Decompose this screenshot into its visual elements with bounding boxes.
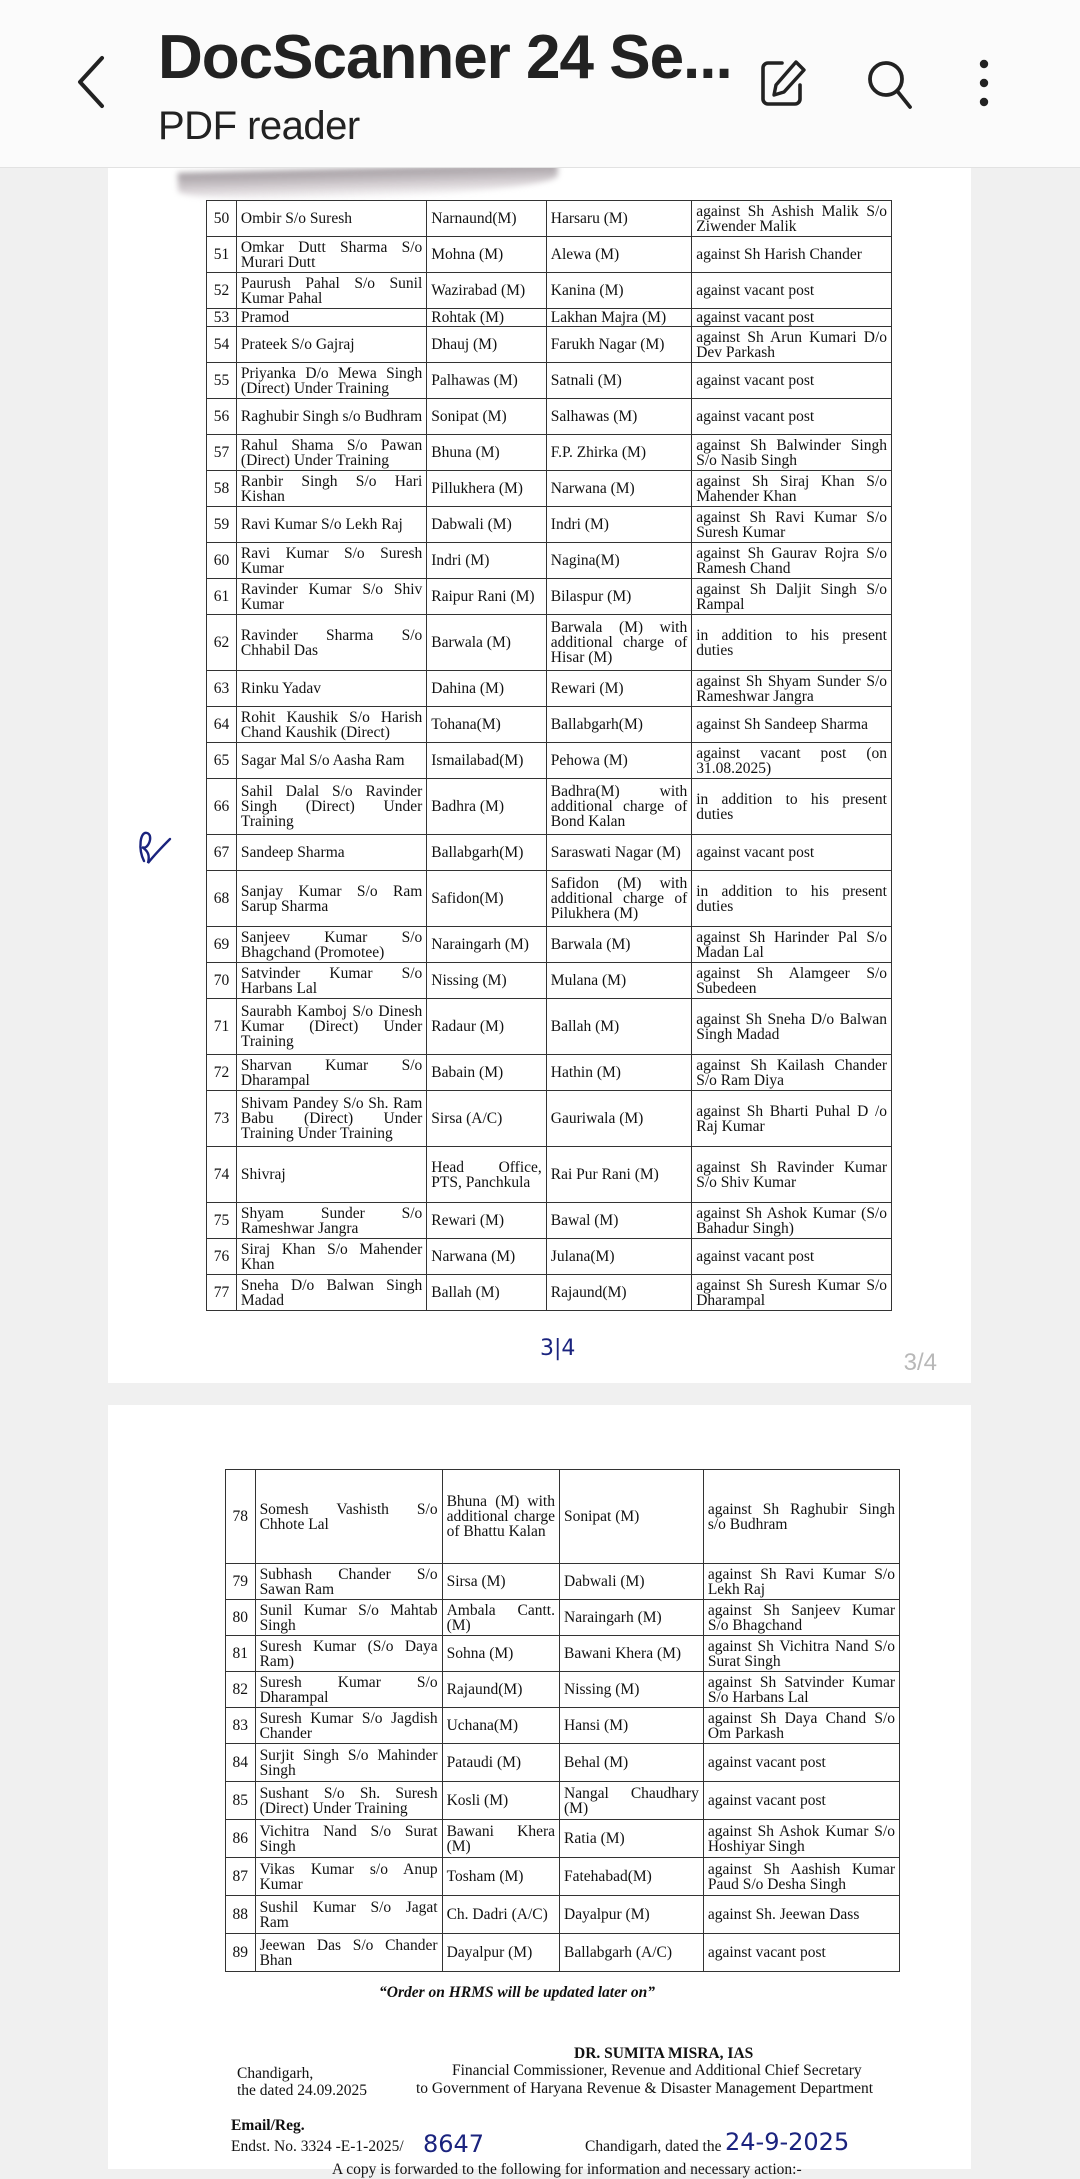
serial-number-cell: 81 [226, 1636, 256, 1672]
remarks-cell: against Sh Alamgeer S/o Subedeen [692, 963, 892, 999]
remarks-cell: against Sh Aashish Kumar Paud S/o Desha Singh [703, 1858, 899, 1896]
posted-from-cell: Rewari (M) [427, 1203, 547, 1239]
transfer-table-page-3 [206, 200, 892, 1311]
serial-number-cell: 70 [207, 963, 237, 999]
posted-from-cell: Tohana(M) [427, 707, 547, 743]
more-options-icon[interactable] [956, 55, 1012, 111]
table-row [207, 201, 892, 237]
posted-to-cell: Sonipat (M) [560, 1470, 704, 1564]
remarks-cell: against Sh Sneha D/o Balwan Singh Madad [692, 999, 892, 1055]
transfer-table-page-4 [225, 1469, 900, 1972]
employee-name-cell: Sneha D/o Balwan Singh Madad [236, 1275, 426, 1311]
remarks-cell: against Sh Daya Chand S/o Om Parkash [703, 1708, 899, 1744]
posted-to-cell: Nissing (M) [560, 1672, 704, 1708]
table-row [207, 471, 892, 507]
posted-to-cell: Harsaru (M) [546, 201, 691, 237]
serial-number-cell: 73 [207, 1091, 237, 1147]
employee-name-cell: Somesh Vashisth S/o Chhote Lal [255, 1470, 442, 1564]
posted-to-cell: Ballabgarh (A/C) [560, 1934, 704, 1972]
posted-from-cell: Bawani Khera (M) [442, 1820, 559, 1858]
table-row [207, 237, 892, 273]
serial-number-cell: 61 [207, 579, 237, 615]
employee-name-cell: Prateek S/o Gajraj [236, 327, 426, 363]
table-row [207, 435, 892, 471]
employee-name-cell: Vikas Kumar s/o Anup Kumar [255, 1858, 442, 1896]
posted-from-cell: Palhawas (M) [427, 363, 547, 399]
table-row [207, 507, 892, 543]
posted-from-cell: Sonipat (M) [427, 399, 547, 435]
posted-from-cell: Bhuna (M) [427, 435, 547, 471]
remarks-cell: against Sh Satvinder Kumar S/o Harbans Lal [703, 1672, 899, 1708]
posted-to-cell: Naraingarh (M) [560, 1600, 704, 1636]
table-row [207, 309, 892, 327]
remarks-cell: against Sh Harinder Pal S/o Madan Lal [692, 927, 892, 963]
posted-from-cell: Rohtak (M) [427, 309, 547, 327]
employee-name-cell: Ravinder Kumar S/o Shiv Kumar [236, 579, 426, 615]
employee-name-cell: Suresh Kumar (S/o Daya Ram) [255, 1636, 442, 1672]
table-row [207, 273, 892, 309]
employee-name-cell: Raghubir Singh s/o Budhram [236, 399, 426, 435]
endst-number: Endst. No. 3324 -E-1-2025/ [231, 2138, 404, 2155]
posted-to-cell: Satnali (M) [546, 363, 691, 399]
remarks-cell: against Sh Shyam Sunder S/o Rameshwar Jangra [692, 671, 892, 707]
posted-from-cell: Pillukhera (M) [427, 471, 547, 507]
remarks-cell: against vacant post [692, 835, 892, 871]
posted-to-cell: Bawal (M) [546, 1203, 691, 1239]
posted-from-cell: Dayalpur (M) [442, 1934, 559, 1972]
remarks-cell: against Sh Ashok Kumar S/o Hoshiyar Singh [703, 1820, 899, 1858]
table-row [207, 1275, 892, 1311]
table-row [207, 743, 892, 779]
posted-from-cell: Barwala (M) [427, 615, 547, 671]
serial-number-cell: 69 [207, 927, 237, 963]
employee-name-cell: Surjit Singh S/o Mahinder Singh [255, 1744, 442, 1782]
posted-from-cell: Ambala Cantt. (M) [442, 1600, 559, 1636]
posted-from-cell: Tosham (M) [442, 1858, 559, 1896]
posted-to-cell: Ballah (M) [546, 999, 691, 1055]
employee-name-cell: Suresh Kumar S/o Jagdish Chander [255, 1708, 442, 1744]
serial-number-cell: 77 [207, 1275, 237, 1311]
table-row [207, 671, 892, 707]
posted-to-cell: Behal (M) [560, 1744, 704, 1782]
serial-number-cell: 65 [207, 743, 237, 779]
posted-to-cell: Badhra(M) with additional charge of Bond Kalan [546, 779, 691, 835]
posted-from-cell: Mohna (M) [427, 237, 547, 273]
email-reg: Email/Reg. [231, 2117, 305, 2134]
serial-number-cell: 62 [207, 615, 237, 671]
employee-name-cell: Ravi Kumar S/o Lekh Raj [236, 507, 426, 543]
posted-from-cell: Head Office, PTS, Panchkula [427, 1147, 547, 1203]
posted-from-cell: Dhauj (M) [427, 327, 547, 363]
serial-number-cell: 79 [226, 1564, 256, 1600]
table-row [207, 543, 892, 579]
search-icon[interactable] [862, 55, 918, 111]
employee-name-cell: Siraj Khan S/o Mahender Khan [236, 1239, 426, 1275]
place: Chandigarh, [237, 2065, 314, 2082]
employee-name-cell: Ravi Kumar S/o Suresh Kumar [236, 543, 426, 579]
posted-to-cell: Saraswati Nagar (M) [546, 835, 691, 871]
handwritten-initial-mark [134, 825, 174, 869]
posted-to-cell: Hathin (M) [546, 1055, 691, 1091]
posted-to-cell: Rewari (M) [546, 671, 691, 707]
serial-number-cell: 87 [226, 1858, 256, 1896]
employee-name-cell: Shivam Pandey S/o Sh. Ram Babu (Direct) Under Training Under Training [236, 1091, 426, 1147]
posted-to-cell: Salhawas (M) [546, 399, 691, 435]
posted-from-cell: Pataudi (M) [442, 1744, 559, 1782]
remarks-cell: against vacant post [703, 1744, 899, 1782]
posted-from-cell: Bhuna (M) with additional charge of Bhattu Kalan [442, 1470, 559, 1564]
employee-name-cell: Subhash Chander S/o Sawan Ram [255, 1564, 442, 1600]
serial-number-cell: 51 [207, 237, 237, 273]
posted-to-cell: Kanina (M) [546, 273, 691, 309]
table-row [226, 1896, 900, 1934]
posted-from-cell: Badhra (M) [427, 779, 547, 835]
posted-from-cell: Ballah (M) [427, 1275, 547, 1311]
serial-number-cell: 63 [207, 671, 237, 707]
serial-number-cell: 66 [207, 779, 237, 835]
employee-name-cell: Jeewan Das S/o Chander Bhan [255, 1934, 442, 1972]
serial-number-cell: 52 [207, 273, 237, 309]
remarks-cell: against Sh Bharti Puhal D /o Raj Kumar [692, 1091, 892, 1147]
table-row [207, 1055, 892, 1091]
posted-from-cell: Sirsa (A/C) [427, 1091, 547, 1147]
posted-from-cell: Sirsa (M) [442, 1564, 559, 1600]
posted-to-cell: Dayalpur (M) [560, 1896, 704, 1934]
posted-from-cell: Kosli (M) [442, 1782, 559, 1820]
remarks-cell: against Sh Ravinder Kumar S/o Shiv Kumar [692, 1147, 892, 1203]
scan-shadow [178, 163, 559, 203]
posted-to-cell: Alewa (M) [546, 237, 691, 273]
remarks-cell: against vacant post [692, 363, 892, 399]
posted-from-cell: Sohna (M) [442, 1636, 559, 1672]
remarks-cell: against vacant post [692, 309, 892, 327]
employee-name-cell: Sushil Kumar S/o Jagat Ram [255, 1896, 442, 1934]
remarks-cell: against Sh Balwinder Singh S/o Nasib Singh [692, 435, 892, 471]
serial-number-cell: 71 [207, 999, 237, 1055]
posted-from-cell: Safidon(M) [427, 871, 547, 927]
serial-number-cell: 72 [207, 1055, 237, 1091]
serial-number-cell: 76 [207, 1239, 237, 1275]
serial-number-cell: 84 [226, 1744, 256, 1782]
posted-to-cell: Hansi (M) [560, 1708, 704, 1744]
remarks-cell: against Sh Kailash Chander S/o Ram Diya [692, 1055, 892, 1091]
table-row [207, 707, 892, 743]
table-row [207, 927, 892, 963]
remarks-cell: against Sh. Jeewan Dass [703, 1896, 899, 1934]
serial-number-cell: 68 [207, 871, 237, 927]
pdf-page-3[interactable] [108, 168, 971, 1383]
posted-to-cell: F.P. Zhirka (M) [546, 435, 691, 471]
remarks-cell: against Sh Gaurav Rojra S/o Ramesh Chand [692, 543, 892, 579]
posted-from-cell: Ismailabad(M) [427, 743, 547, 779]
app-toolbar [0, 0, 1080, 168]
employee-name-cell: Shivraj [236, 1147, 426, 1203]
posted-to-cell: Fatehabad(M) [560, 1858, 704, 1896]
posted-from-cell: Uchana(M) [442, 1708, 559, 1744]
table-row [207, 779, 892, 835]
serial-number-cell: 58 [207, 471, 237, 507]
serial-number-cell: 75 [207, 1203, 237, 1239]
posted-from-cell: Narwana (M) [427, 1239, 547, 1275]
employee-name-cell: Rohit Kaushik S/o Harish Chand Kaushik (Direct) [236, 707, 426, 743]
table-row [207, 579, 892, 615]
table-row [226, 1934, 900, 1972]
serial-number-cell: 57 [207, 435, 237, 471]
employee-name-cell: Sharvan Kumar S/o Dharampal [236, 1055, 426, 1091]
page-indicator: 3/4 [903, 1349, 937, 1376]
table-row [207, 871, 892, 927]
table-row [207, 999, 892, 1055]
employee-name-cell: Ombir S/o Suresh [236, 201, 426, 237]
remarks-cell: against Sh Harish Chander [692, 237, 892, 273]
employee-name-cell: Ravinder Sharma S/o Chhabil Das [236, 615, 426, 671]
remarks-cell: against Sh Ravi Kumar S/o Suresh Kumar [692, 507, 892, 543]
signatory-designation-line2: to Government of Haryana Revenue & Disaster Management Department [416, 2080, 874, 2097]
table-row [226, 1672, 900, 1708]
posted-to-cell: Farukh Nagar (M) [546, 327, 691, 363]
posted-from-cell: Narnaund(M) [427, 201, 547, 237]
remarks-cell: against vacant post [692, 399, 892, 435]
serial-number-cell: 67 [207, 835, 237, 871]
table-row [207, 615, 892, 671]
table-row [207, 1091, 892, 1147]
remarks-cell: in addition to his present duties [692, 779, 892, 835]
remarks-cell: against Sh Ashok Kumar (S/o Bahadur Singh) [692, 1203, 892, 1239]
remarks-cell: against Sh Sandeep Sharma [692, 707, 892, 743]
remarks-cell: against Sh Ashish Malik S/o Ziwender Malik [692, 201, 892, 237]
copy-forward-line: A copy is forwarded to the following for information and necessary action:- [332, 2161, 802, 2178]
serial-number-cell: 59 [207, 507, 237, 543]
posted-to-cell: Nagina(M) [546, 543, 691, 579]
posted-to-cell: Narwana (M) [546, 471, 691, 507]
employee-name-cell: Sagar Mal S/o Aasha Ram [236, 743, 426, 779]
employee-name-cell: Omkar Dutt Sharma S/o Murari Dutt [236, 237, 426, 273]
signatory-name: DR. SUMITA MISRA, IAS [574, 2045, 754, 2062]
posted-to-cell: Lakhan Majra (M) [546, 309, 691, 327]
remarks-cell: against vacant post [703, 1934, 899, 1972]
employee-name-cell: Sunil Kumar S/o Mahtab Singh [255, 1600, 442, 1636]
posted-from-cell: Indri (M) [427, 543, 547, 579]
posted-to-cell: Pehowa (M) [546, 743, 691, 779]
employee-name-cell: Sanjay Kumar S/o Ram Sarup Sharma [236, 871, 426, 927]
serial-number-cell: 89 [226, 1934, 256, 1972]
posted-to-cell: Nangal Chaudhary (M) [560, 1782, 704, 1820]
posted-from-cell: Dabwali (M) [427, 507, 547, 543]
remarks-cell: against Sh Raghubir Singh s/o Budhram [703, 1470, 899, 1564]
remarks-cell: against vacant post (on 31.08.2025) [692, 743, 892, 779]
serial-number-cell: 56 [207, 399, 237, 435]
table-row [226, 1782, 900, 1820]
endst-place-date: Chandigarh, dated the [585, 2138, 722, 2155]
serial-number-cell: 86 [226, 1820, 256, 1858]
table-row [226, 1858, 900, 1896]
remarks-cell: in addition to his present duties [692, 871, 892, 927]
posted-from-cell: Nissing (M) [427, 963, 547, 999]
edit-icon[interactable] [756, 55, 812, 111]
pdf-page-4[interactable] [108, 1405, 971, 2178]
table-row [207, 363, 892, 399]
posted-to-cell: Mulana (M) [546, 963, 691, 999]
serial-number-cell: 83 [226, 1708, 256, 1744]
remarks-cell: against Sh Siraj Khan S/o Mahender Khan [692, 471, 892, 507]
handwritten-endst-date: 24-9-2025 [725, 2128, 850, 2156]
serial-number-cell: 74 [207, 1147, 237, 1203]
posted-from-cell: Babain (M) [427, 1055, 547, 1091]
serial-number-cell: 85 [226, 1782, 256, 1820]
employee-name-cell: Sandeep Sharma [236, 835, 426, 871]
table-row [207, 963, 892, 999]
remarks-cell: against Sh Ravi Kumar S/o Lekh Raj [703, 1564, 899, 1600]
serial-number-cell: 60 [207, 543, 237, 579]
posted-from-cell: Ch. Dadri (A/C) [442, 1896, 559, 1934]
posted-to-cell: Dabwali (M) [560, 1564, 704, 1600]
table-row [226, 1744, 900, 1782]
remarks-cell: against Sh Sanjeev Kumar S/o Bhagchand [703, 1600, 899, 1636]
hrms-note: “Order on HRMS will be updated later on” [379, 1984, 656, 2001]
employee-name-cell: Rahul Shama S/o Pawan (Direct) Under Training [236, 435, 426, 471]
table-row [226, 1600, 900, 1636]
handwritten-page-number: 3|4 [540, 1336, 576, 1361]
back-icon[interactable] [70, 52, 114, 112]
serial-number-cell: 54 [207, 327, 237, 363]
employee-name-cell: Saurabh Kamboj S/o Dinesh Kumar (Direct) Under Training [236, 999, 426, 1055]
posted-from-cell: Ballabgarh(M) [427, 835, 547, 871]
serial-number-cell: 64 [207, 707, 237, 743]
posted-to-cell: Indri (M) [546, 507, 691, 543]
employee-name-cell: Priyanka D/o Mewa Singh (Direct) Under Training [236, 363, 426, 399]
table-row [226, 1470, 900, 1564]
table-row [207, 1239, 892, 1275]
remarks-cell: against vacant post [703, 1782, 899, 1820]
serial-number-cell: 55 [207, 363, 237, 399]
posted-to-cell: Ratia (M) [560, 1820, 704, 1858]
posted-from-cell: Radaur (M) [427, 999, 547, 1055]
dated: the dated 24.09.2025 [237, 2082, 368, 2099]
serial-number-cell: 78 [226, 1470, 256, 1564]
table-row [226, 1820, 900, 1858]
employee-name-cell: Shyam Sunder S/o Rameshwar Jangra [236, 1203, 426, 1239]
posted-from-cell: Naraingarh (M) [427, 927, 547, 963]
remarks-cell: against Sh Daljit Singh S/o Rampal [692, 579, 892, 615]
posted-from-cell: Dahina (M) [427, 671, 547, 707]
employee-name-cell: Sahil Dalal S/o Ravinder Singh (Direct) Under Training [236, 779, 426, 835]
remarks-cell: against Sh Vichitra Nand S/o Surat Singh [703, 1636, 899, 1672]
serial-number-cell: 82 [226, 1672, 256, 1708]
document-subtitle: PDF reader [158, 104, 360, 148]
serial-number-cell: 80 [226, 1600, 256, 1636]
posted-to-cell: Barwala (M) [546, 927, 691, 963]
remarks-cell: in addition to his present duties [692, 615, 892, 671]
employee-name-cell: Sushant S/o Sh. Suresh (Direct) Under Training [255, 1782, 442, 1820]
posted-to-cell: Rajaund(M) [546, 1275, 691, 1311]
table-row [207, 399, 892, 435]
posted-to-cell: Bawani Khera (M) [560, 1636, 704, 1672]
table-row [226, 1708, 900, 1744]
table-row [207, 835, 892, 871]
remarks-cell: against vacant post [692, 273, 892, 309]
signatory-designation-line1: Financial Commissioner, Revenue and Additional Chief Secretary [452, 2062, 862, 2079]
employee-name-cell: Vichitra Nand S/o Surat Singh [255, 1820, 442, 1858]
table-row [226, 1636, 900, 1672]
posted-to-cell: Julana(M) [546, 1239, 691, 1275]
posted-from-cell: Raipur Rani (M) [427, 579, 547, 615]
document-title: DocScanner 24 Se... [158, 23, 732, 92]
posted-to-cell: Barwala (M) with additional charge of Hisar (M) [546, 615, 691, 671]
serial-number-cell: 50 [207, 201, 237, 237]
table-row [207, 327, 892, 363]
serial-number-cell: 53 [207, 309, 237, 327]
handwritten-endst-number: 8647 [423, 2130, 485, 2158]
table-row [207, 1147, 892, 1203]
posted-from-cell: Rajaund(M) [442, 1672, 559, 1708]
table-row [207, 1203, 892, 1239]
employee-name-cell: Pramod [236, 309, 426, 327]
remarks-cell: against Sh Arun Kumari D/o Dev Parkash [692, 327, 892, 363]
posted-to-cell: Safidon (M) with additional charge of Pilukhera (M) [546, 871, 691, 927]
posted-to-cell: Bilaspur (M) [546, 579, 691, 615]
remarks-cell: against Sh Suresh Kumar S/o Dharampal [692, 1275, 892, 1311]
employee-name-cell: Rinku Yadav [236, 671, 426, 707]
employee-name-cell: Paurush Pahal S/o Sunil Kumar Pahal [236, 273, 426, 309]
posted-to-cell: Gauriwala (M) [546, 1091, 691, 1147]
employee-name-cell: Sanjeev Kumar S/o Bhagchand (Promotee) [236, 927, 426, 963]
employee-name-cell: Satvinder Kumar S/o Harbans Lal [236, 963, 426, 999]
employee-name-cell: Suresh Kumar S/o Dharampal [255, 1672, 442, 1708]
remarks-cell: against vacant post [692, 1239, 892, 1275]
employee-name-cell: Ranbir Singh S/o Hari Kishan [236, 471, 426, 507]
posted-to-cell: Rai Pur Rani (M) [546, 1147, 691, 1203]
table-row [226, 1564, 900, 1600]
serial-number-cell: 88 [226, 1896, 256, 1934]
posted-to-cell: Ballabgarh(M) [546, 707, 691, 743]
posted-from-cell: Wazirabad (M) [427, 273, 547, 309]
